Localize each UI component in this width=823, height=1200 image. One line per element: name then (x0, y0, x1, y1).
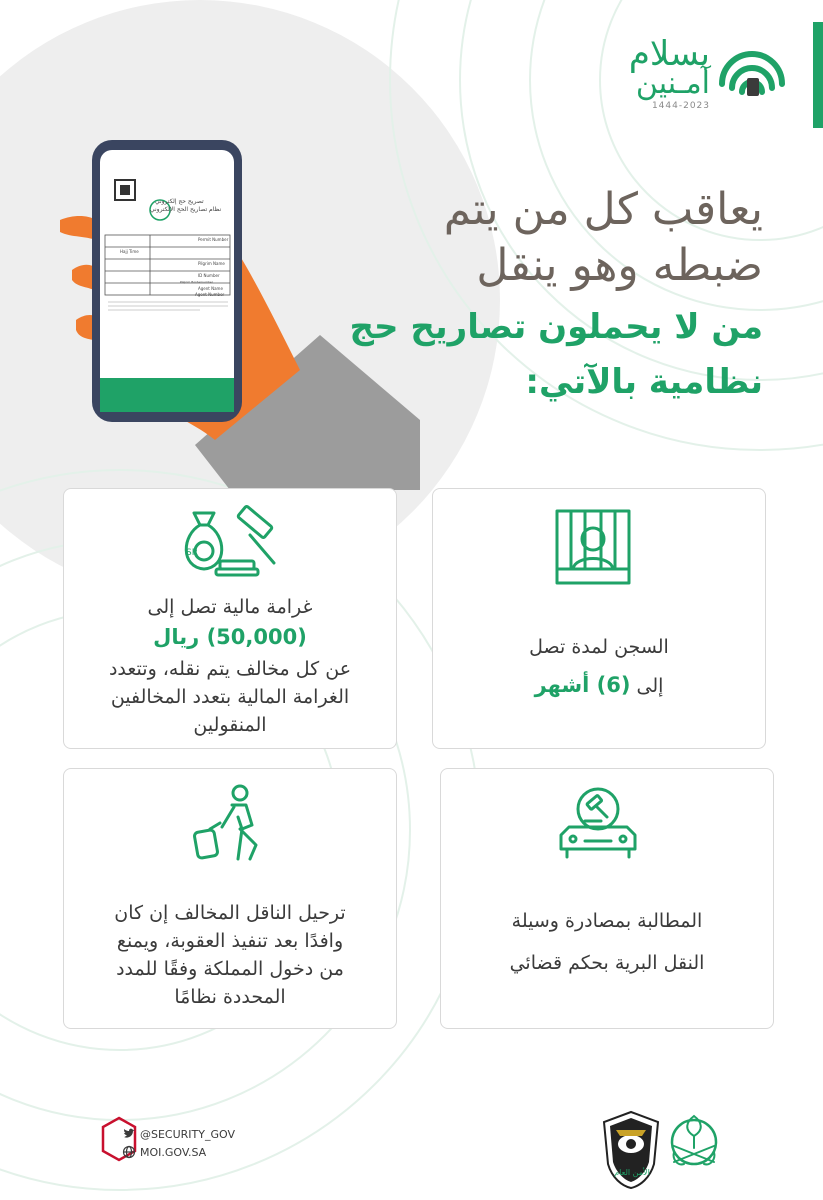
headline-line3: من لا يحملون تصاريح حج (349, 307, 763, 347)
phone-green-bar (100, 378, 234, 412)
headline-line4: نظامية بالآتي: (525, 362, 763, 402)
footer-shield-label: الأمن العام (614, 1168, 650, 1177)
footer-website[interactable]: MOI.GOV.SA (140, 1146, 207, 1159)
headline-line2: ضبطه وهو ينقل (476, 240, 763, 291)
twitter-icon (122, 1127, 136, 1141)
phone-agent-number: Agent Number (195, 292, 225, 297)
card-confiscate (440, 768, 774, 1029)
prison-line2 (443, 671, 755, 700)
card-prison (432, 488, 766, 749)
phone-doc-subtitle: نظام تصاريح الحج الإلكتروني (150, 206, 222, 213)
phone-hajj-time: Hajj Time (120, 249, 139, 254)
money-bag-gavel-icon (174, 503, 284, 579)
car-gavel-icon (553, 783, 643, 863)
deport-line2: وافدًا بعد تنفيذ العقوبة، ويمنع (116, 930, 344, 952)
phone-permit-number: Permit Number (198, 237, 229, 242)
phone-pilgrim-bordernumber: Pilgrim Bordernumber (180, 280, 213, 284)
logo-year: 1444-2023 (651, 101, 710, 111)
deport-line1: ترحيل الناقل المخالف إن كان (114, 902, 346, 924)
globe-icon (122, 1145, 136, 1159)
ministry-emblem-icon (668, 1112, 720, 1172)
card-fine (63, 488, 397, 749)
deport-line4: المحددة نظامًا (174, 986, 286, 1008)
logo-text-line2: آمـنين (635, 66, 710, 101)
edge-accent-bar (813, 22, 823, 128)
prison-bars-icon (553, 507, 633, 587)
svg-text:SR: SR (186, 548, 198, 558)
public-security-shield-icon (596, 1108, 666, 1192)
phone-agent-name: Agent Name (198, 286, 223, 291)
fine-line3: عن كل مخالف يتم نقله، وتتعدد (108, 658, 352, 680)
prison-months: (6) أشهر (534, 673, 631, 697)
footer-twitter-handle[interactable]: @SECURITY_GOV (140, 1128, 236, 1141)
logo-text-line1: بسلام (628, 34, 710, 74)
phone-pilgrim-name: Pilgrim Name (198, 261, 225, 266)
deport-line3: من دخول المملكة وفقًا للمدد (116, 958, 344, 980)
phone-id-number: ID Number (198, 273, 220, 278)
prison-line1: السجن لمدة تصل (529, 636, 669, 658)
phone-doc-title: تصريح حج إلكتروني (155, 198, 204, 205)
card-deport (63, 768, 397, 1029)
fine-line4: الغرامة المالية بتعدد المخالفين (110, 686, 350, 708)
fine-line1: غرامة مالية تصل إلى (147, 596, 313, 618)
traveler-luggage-icon (186, 783, 276, 863)
confiscate-line2: النقل البرية بحكم قضائي (509, 952, 705, 974)
fine-amount: (50,000) ريال (153, 625, 307, 649)
hand-phone-illustration (0, 120, 420, 490)
fine-line5: المنقولين (193, 714, 267, 736)
headline-line1: يعاقب كل من يتم (443, 184, 763, 235)
prison-line2-prefix: إلى (630, 675, 664, 697)
campaign-logo-icon (712, 44, 792, 114)
confiscate-line1: المطالبة بمصادرة وسيلة (511, 910, 703, 932)
